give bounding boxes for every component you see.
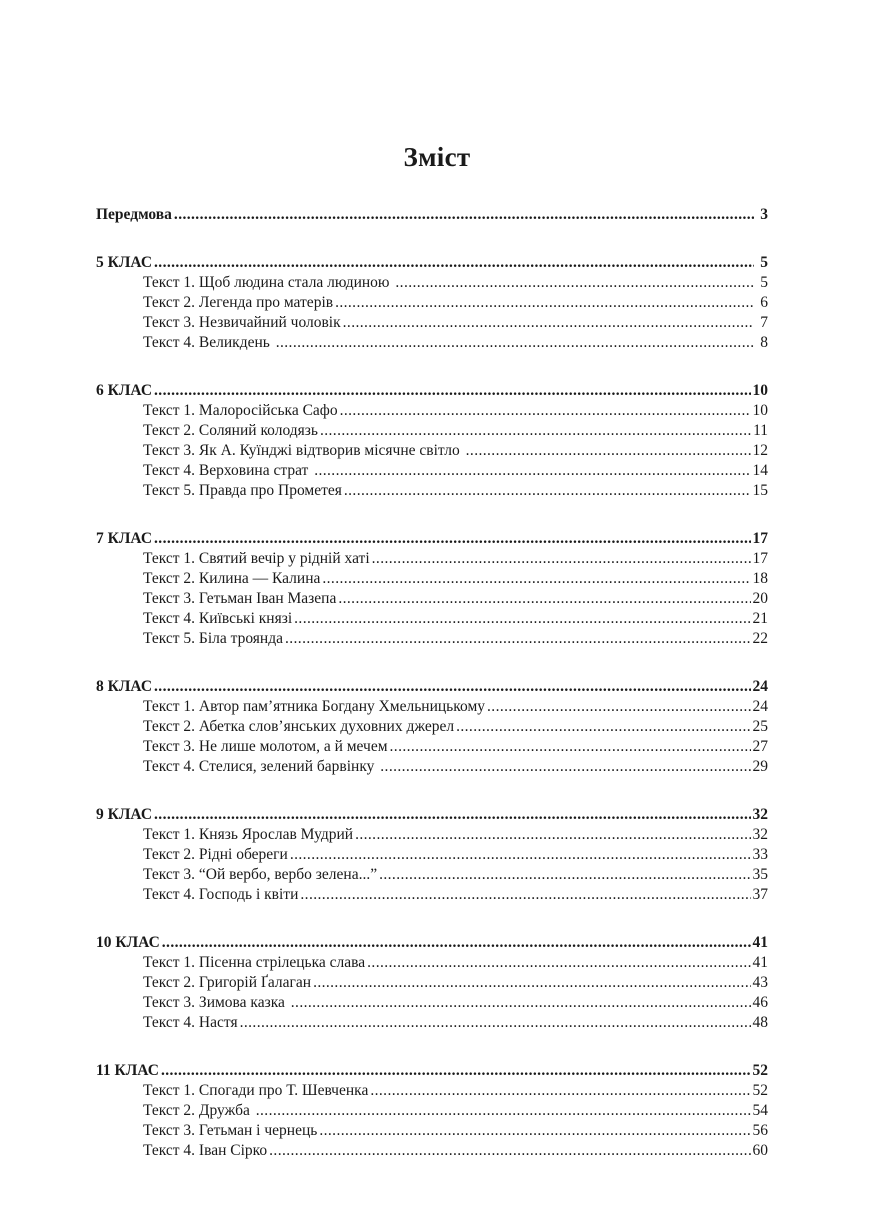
leader-dots xyxy=(320,421,751,441)
leader-dots xyxy=(300,885,750,905)
toc-entry-section-heading[interactable] xyxy=(96,1061,768,1081)
leader-dots xyxy=(395,273,754,293)
toc-entry-label: Текст 2. Григорій Ґалаган xyxy=(143,974,312,991)
toc-entry-label: Текст 4. Настя xyxy=(143,1014,238,1031)
toc-entry-label: Текст 3. Гетьман і чернець xyxy=(143,1122,318,1139)
leader-dots xyxy=(240,1013,751,1033)
toc-entry-label: Текст 3. Незвичайний чоловік xyxy=(143,314,341,331)
toc-page-number: 17 xyxy=(752,550,768,567)
toc-entry-text[interactable] xyxy=(96,461,768,481)
toc-page-number: 43 xyxy=(752,974,768,991)
leader-dots xyxy=(487,697,750,717)
toc-entry-label: Текст 3. “Ой вербо, вербо зелена...” xyxy=(143,866,378,883)
toc-entry-text[interactable] xyxy=(96,993,768,1013)
toc-page-number: 5 xyxy=(760,274,768,291)
toc-page-number: 60 xyxy=(752,1142,768,1159)
toc-page-number: 35 xyxy=(752,866,768,883)
toc-page-number: 52 xyxy=(752,1062,768,1079)
toc-page-number: 3 xyxy=(760,206,768,223)
toc-entry-section-heading[interactable] xyxy=(96,933,768,953)
toc-page-number: 12 xyxy=(752,442,768,459)
toc-entry-text[interactable] xyxy=(96,293,768,313)
leader-dots xyxy=(174,205,754,225)
toc-entry-text[interactable] xyxy=(96,717,768,737)
leader-dots xyxy=(291,993,751,1013)
toc-entry-label: Текст 3. Зимова казка xyxy=(143,994,289,1011)
toc-page-number: 14 xyxy=(752,462,768,479)
toc-entry-text[interactable] xyxy=(96,569,768,589)
leader-dots xyxy=(319,1121,750,1141)
toc-section xyxy=(96,529,768,649)
toc-entry-text[interactable] xyxy=(96,609,768,629)
toc-entry-label: Текст 2. Рідні обереги xyxy=(143,846,288,863)
toc-entry-label: Текст 1. Автор пам’ятника Богдану Хмельницькому xyxy=(143,698,486,715)
leader-dots xyxy=(154,381,750,401)
leader-dots xyxy=(290,845,751,865)
toc-page-number: 54 xyxy=(752,1102,768,1119)
toc-entry-label: Текст 1. Князь Ярослав Мудрий xyxy=(143,826,354,843)
toc-entry-text[interactable] xyxy=(96,953,768,973)
toc-entry-label: Текст 4. Великдень xyxy=(143,334,274,351)
toc-page-number: 15 xyxy=(752,482,768,499)
toc-entry-text[interactable] xyxy=(96,1101,768,1121)
toc-page-number: 32 xyxy=(752,826,768,843)
toc-page-number: 21 xyxy=(752,610,768,627)
toc-entry-label: Текст 3. Не лише молотом, а й мечем xyxy=(143,738,388,755)
toc-entry-label: Текст 1. Святий вечір у рідній хаті xyxy=(143,550,370,567)
toc-entry-text[interactable] xyxy=(96,865,768,885)
leader-dots xyxy=(343,313,754,333)
leader-dots xyxy=(335,293,754,313)
toc-page-number: 27 xyxy=(752,738,768,755)
toc-page-number: 11 xyxy=(753,422,768,439)
toc-entry-label: 8 КЛАС xyxy=(96,678,153,695)
toc-entry-text[interactable] xyxy=(96,1081,768,1101)
toc-page-number: 22 xyxy=(752,630,768,647)
toc-entry-label: Текст 2. Килина — Калина xyxy=(143,570,321,587)
toc-entry-label: 7 КЛАС xyxy=(96,530,153,547)
leader-dots xyxy=(344,481,751,501)
toc-entry-text[interactable] xyxy=(96,313,768,333)
leader-dots xyxy=(294,609,750,629)
toc-entry-label: Текст 5. Правда про Прометея xyxy=(143,482,342,499)
toc-page-number: 52 xyxy=(752,1082,768,1099)
toc-section xyxy=(96,1061,768,1161)
toc-page-number: 25 xyxy=(752,718,768,735)
leader-dots xyxy=(269,1141,750,1161)
toc-section xyxy=(96,253,768,353)
toc-entry-label: Текст 5. Біла троянда xyxy=(143,630,283,647)
toc-entry-text[interactable] xyxy=(96,757,768,777)
leader-dots xyxy=(322,569,750,589)
toc-entry-text[interactable] xyxy=(96,1013,768,1033)
leader-dots xyxy=(380,757,750,777)
toc-entry-text[interactable] xyxy=(96,825,768,845)
toc-entry-label: Текст 2. Легенда про матерів xyxy=(143,294,334,311)
toc-section xyxy=(96,805,768,905)
toc-page-number: 37 xyxy=(752,886,768,903)
toc-entry-label: Текст 4. Іван Сірко xyxy=(143,1142,268,1159)
leader-dots xyxy=(379,865,750,885)
toc-page-number: 10 xyxy=(752,402,768,419)
toc-entry-text[interactable] xyxy=(96,481,768,501)
toc-entry-text[interactable] xyxy=(96,737,768,757)
leader-dots xyxy=(390,737,751,757)
leader-dots xyxy=(340,401,751,421)
toc-entry-label: Текст 4. Господь і квіти xyxy=(143,886,299,903)
toc-entry-label: Текст 2. Абетка слов’янських духовних джерел xyxy=(143,718,455,735)
toc-entry-text[interactable] xyxy=(96,885,768,905)
toc-page-number: 32 xyxy=(752,806,768,823)
toc-entry-label: 10 КЛАС xyxy=(96,934,160,951)
leader-dots xyxy=(372,549,751,569)
toc-entry-text[interactable] xyxy=(96,697,768,717)
toc-entry-label: Текст 4. Стелися, зелений барвінку xyxy=(143,758,379,775)
leader-dots xyxy=(161,1061,751,1081)
leader-dots xyxy=(154,253,754,273)
toc-entry-label: Текст 1. Спогади про Т. Шевченка xyxy=(143,1082,369,1099)
leader-dots xyxy=(154,805,750,825)
leader-dots xyxy=(370,1081,750,1101)
toc-page-number: 41 xyxy=(752,934,768,951)
toc-page-number: 5 xyxy=(760,254,768,271)
toc-page-number: 18 xyxy=(752,570,768,587)
toc-entry-text[interactable] xyxy=(96,1141,768,1161)
page-title: Зміст xyxy=(403,142,471,172)
toc-entry-text[interactable] xyxy=(96,589,768,609)
leader-dots xyxy=(256,1101,751,1121)
toc-page-number: 7 xyxy=(760,314,768,331)
toc-entry-section-heading[interactable] xyxy=(96,529,768,549)
leader-dots xyxy=(154,529,750,549)
toc-page-number: 41 xyxy=(752,954,768,971)
toc-entry-label: Текст 4. Верховина страт xyxy=(143,462,313,479)
toc-entry-text[interactable] xyxy=(96,629,768,649)
leader-dots xyxy=(355,825,750,845)
toc-entry-text[interactable] xyxy=(96,273,768,293)
toc-entry-label: Текст 1. Щоб людина стала людиною xyxy=(143,274,394,291)
toc-page-number: 24 xyxy=(752,698,768,715)
toc-entry-text[interactable] xyxy=(96,973,768,993)
toc-entry-text[interactable] xyxy=(96,1121,768,1141)
toc-entry-section-heading[interactable] xyxy=(96,805,768,825)
toc-page-number: 20 xyxy=(752,590,768,607)
toc-page-number: 8 xyxy=(760,334,768,351)
toc-entry-text[interactable] xyxy=(96,441,768,461)
toc-entry-label: Текст 3. Гетьман Іван Мазепа xyxy=(143,590,337,607)
leader-dots xyxy=(162,933,751,953)
toc-entry-label: Передмова xyxy=(96,206,172,223)
leader-dots xyxy=(456,717,750,737)
toc-entry-label: Текст 2. Соляний колодязь xyxy=(143,422,318,439)
toc-section xyxy=(96,677,768,777)
toc-sections xyxy=(96,225,768,1161)
toc-entry-label: 6 КЛАС xyxy=(96,382,153,399)
table-of-contents xyxy=(96,205,768,1161)
leader-dots xyxy=(276,333,754,353)
toc-page-number: 24 xyxy=(752,678,768,695)
leader-dots xyxy=(313,973,750,993)
toc-entry-section-heading[interactable] xyxy=(96,253,768,273)
toc-page-number: 56 xyxy=(752,1122,768,1139)
toc-entry-section-heading[interactable] xyxy=(96,381,768,401)
toc-page-number: 48 xyxy=(752,1014,768,1031)
toc-entry-section-heading[interactable] xyxy=(96,677,768,697)
toc-page-number: 17 xyxy=(752,530,768,547)
toc-entry-label: 9 КЛАС xyxy=(96,806,153,823)
leader-dots xyxy=(338,589,750,609)
toc-entry-label: Текст 4. Київські князі xyxy=(143,610,293,627)
toc-section xyxy=(96,381,768,501)
toc-entry-label: 5 КЛАС xyxy=(96,254,153,271)
toc-entry-label: Текст 3. Як А. Куїнджі відтворив місячне світло xyxy=(143,442,464,459)
leader-dots xyxy=(314,461,750,481)
toc-page-number: 46 xyxy=(752,994,768,1011)
toc-section xyxy=(96,933,768,1033)
toc-entry-label: Текст 2. Дружба xyxy=(143,1102,254,1119)
leader-dots xyxy=(285,629,751,649)
leader-dots xyxy=(367,953,750,973)
leader-dots xyxy=(154,677,750,697)
toc-entry-text[interactable] xyxy=(96,333,768,353)
toc-entry-label: Текст 1. Пісенна стрілецька слава xyxy=(143,954,366,971)
toc-page-number: 10 xyxy=(752,382,768,399)
toc-page-number: 33 xyxy=(752,846,768,863)
toc-page-number: 29 xyxy=(752,758,768,775)
toc-entry-text[interactable] xyxy=(96,845,768,865)
toc-entry-text[interactable] xyxy=(96,401,768,421)
toc-entry-label: 11 КЛАС xyxy=(96,1062,159,1079)
leader-dots xyxy=(466,441,751,461)
toc-page-number: 6 xyxy=(760,294,768,311)
toc-entry-text[interactable] xyxy=(96,421,768,441)
toc-entry-preface[interactable] xyxy=(96,205,768,225)
toc-entry-text[interactable] xyxy=(96,549,768,569)
toc-entry-label: Текст 1. Малоросійська Сафо xyxy=(143,402,338,419)
